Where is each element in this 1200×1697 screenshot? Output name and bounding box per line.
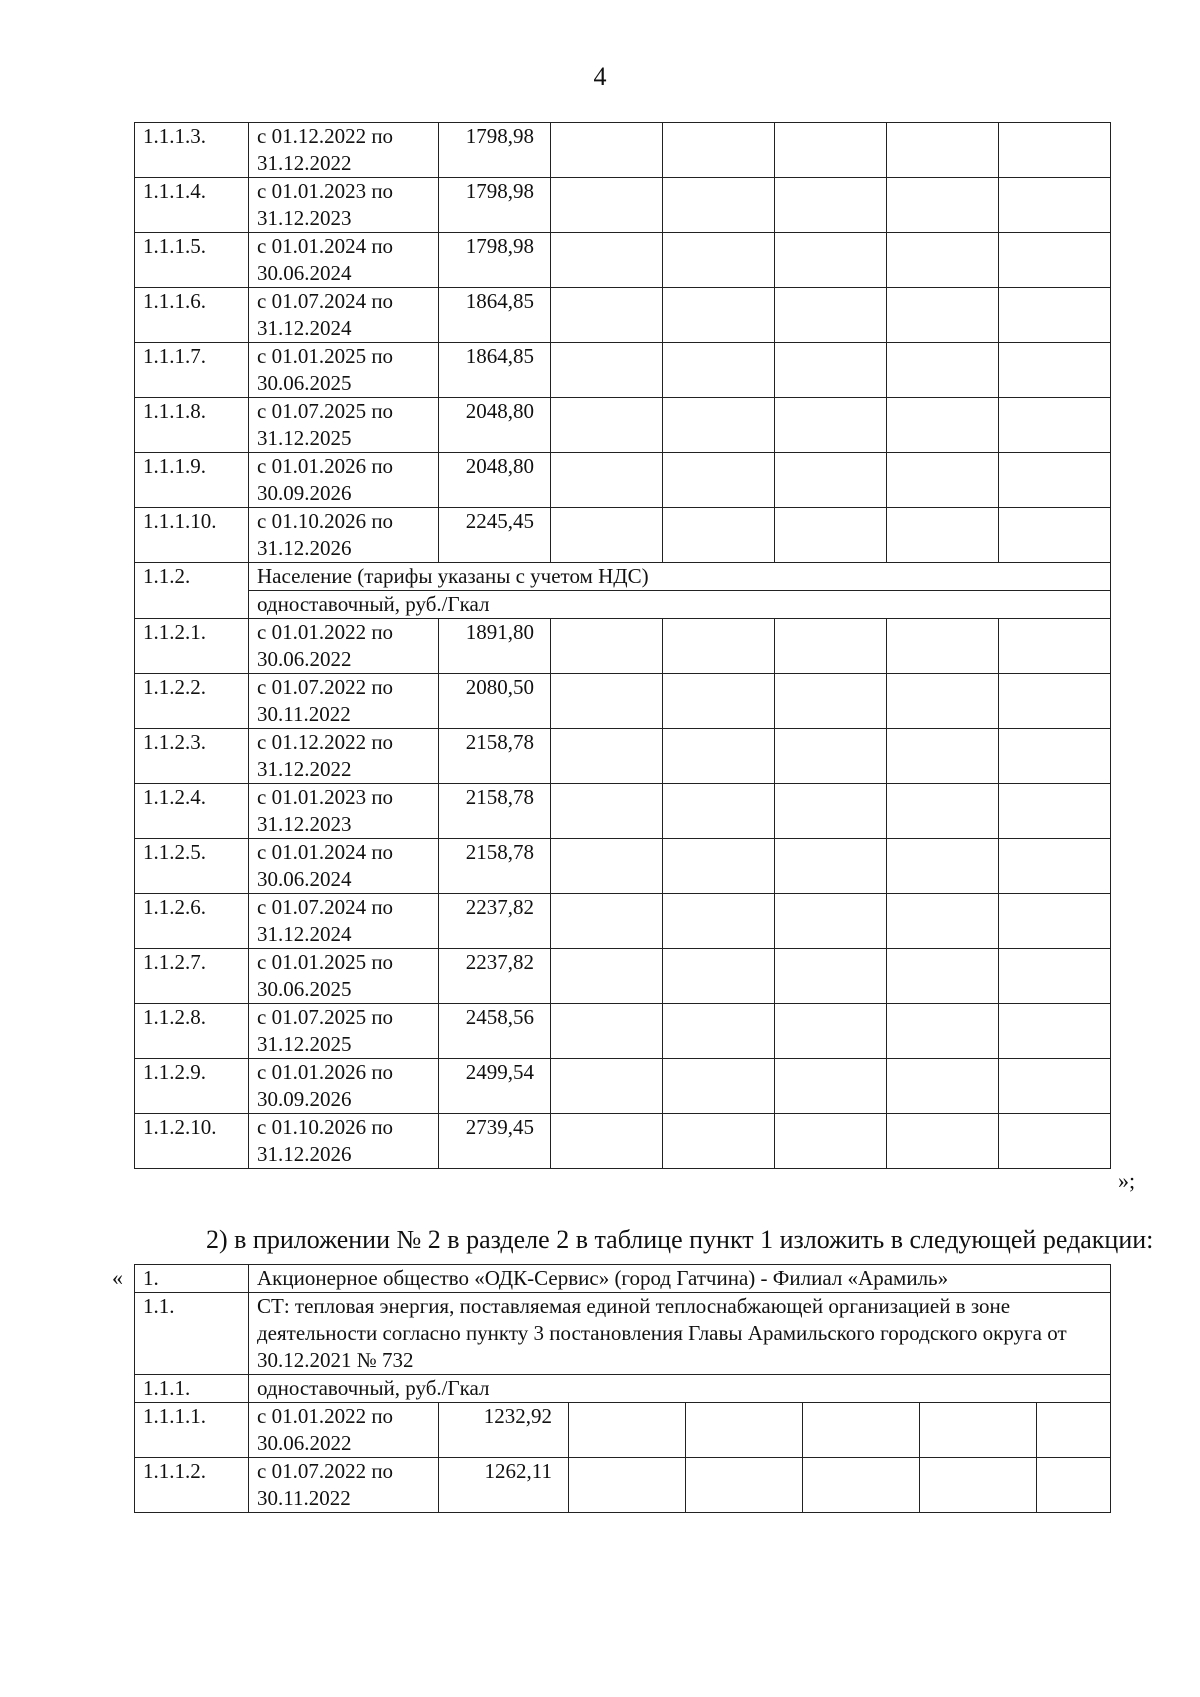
table-row bbox=[135, 674, 1111, 729]
row-tariff-value: 2080,50 bbox=[439, 674, 551, 729]
period-start: с 01.07.2024 по bbox=[257, 895, 394, 919]
empty-cell bbox=[663, 178, 775, 233]
row-tariff-value: 2245,45 bbox=[439, 508, 551, 563]
row-period bbox=[249, 1004, 439, 1059]
empty-cell bbox=[686, 1458, 803, 1513]
empty-cell bbox=[920, 1458, 1037, 1513]
empty-cell bbox=[999, 178, 1111, 233]
row-code: 1.1.2.4. bbox=[135, 784, 249, 839]
empty-cell bbox=[999, 729, 1111, 784]
empty-cell bbox=[551, 233, 663, 288]
row-period bbox=[249, 674, 439, 729]
empty-cell bbox=[887, 1004, 999, 1059]
period-start: с 01.01.2025 по bbox=[257, 950, 394, 974]
empty-cell bbox=[775, 894, 887, 949]
row-period bbox=[249, 619, 439, 674]
row-tariff-value: 2237,82 bbox=[439, 894, 551, 949]
row-tariff-value: 2048,80 bbox=[439, 398, 551, 453]
table-row bbox=[135, 453, 1111, 508]
row-code: 1.1.2.5. bbox=[135, 839, 249, 894]
table-row bbox=[135, 894, 1111, 949]
period-start: с 01.12.2022 по bbox=[257, 124, 394, 148]
empty-cell bbox=[887, 453, 999, 508]
empty-cell bbox=[999, 1004, 1111, 1059]
empty-cell bbox=[1037, 1458, 1111, 1513]
period-start: с 01.10.2026 по bbox=[257, 509, 394, 533]
service-type-row bbox=[135, 1293, 1111, 1375]
period-start: с 01.07.2025 по bbox=[257, 1005, 394, 1029]
empty-cell bbox=[775, 343, 887, 398]
empty-cell bbox=[551, 949, 663, 1004]
row-code: 1.1.1.10. bbox=[135, 508, 249, 563]
section-code: 1.1.2. bbox=[135, 563, 249, 619]
empty-cell bbox=[775, 178, 887, 233]
table-row bbox=[135, 1004, 1111, 1059]
period-start: с 01.12.2022 по bbox=[257, 730, 394, 754]
row-period bbox=[249, 508, 439, 563]
table-row bbox=[135, 619, 1111, 674]
row-period bbox=[249, 453, 439, 508]
rate-type-row bbox=[135, 1375, 1111, 1403]
empty-cell bbox=[887, 839, 999, 894]
amendment-paragraph: 2) в приложении № 2 в разделе 2 в таблице пункт 1 изложить в следующей редакции: bbox=[206, 1225, 1154, 1254]
row-code: 1.1.1.4. bbox=[135, 178, 249, 233]
empty-cell bbox=[887, 729, 999, 784]
empty-cell bbox=[569, 1458, 686, 1513]
row-tariff-value: 1891,80 bbox=[439, 619, 551, 674]
period-end: 31.12.2026 bbox=[257, 536, 352, 560]
empty-cell bbox=[551, 508, 663, 563]
empty-cell bbox=[920, 1403, 1037, 1458]
period-end: 31.12.2024 bbox=[257, 316, 352, 340]
empty-cell bbox=[775, 233, 887, 288]
row-period bbox=[249, 1403, 439, 1458]
row-code: 1.1. bbox=[135, 1293, 249, 1375]
empty-cell bbox=[551, 288, 663, 343]
empty-cell bbox=[775, 1059, 887, 1114]
table-row bbox=[135, 1059, 1111, 1114]
empty-cell bbox=[887, 178, 999, 233]
empty-cell bbox=[775, 729, 887, 784]
row-tariff-value: 1864,85 bbox=[439, 288, 551, 343]
row-tariff-value: 1798,98 bbox=[439, 233, 551, 288]
empty-cell bbox=[775, 398, 887, 453]
row-tariff-value: 2158,78 bbox=[439, 839, 551, 894]
page-number: 4 bbox=[593, 62, 607, 91]
row-code: 1.1.1.1. bbox=[135, 1403, 249, 1458]
period-end: 31.12.2025 bbox=[257, 1032, 352, 1056]
empty-cell bbox=[663, 729, 775, 784]
period-end: 31.12.2023 bbox=[257, 812, 352, 836]
closing-quote: »; bbox=[1118, 1168, 1136, 1193]
row-tariff-value: 2739,45 bbox=[439, 1114, 551, 1169]
period-end: 30.11.2022 bbox=[257, 1486, 351, 1510]
empty-cell bbox=[887, 123, 999, 178]
empty-cell bbox=[1037, 1403, 1111, 1458]
row-code: 1.1.2.9. bbox=[135, 1059, 249, 1114]
period-start: с 01.01.2024 по bbox=[257, 840, 394, 864]
table-row bbox=[135, 839, 1111, 894]
row-code: 1.1.1.7. bbox=[135, 343, 249, 398]
empty-cell bbox=[775, 619, 887, 674]
section-title: Население (тарифы указаны с учетом НДС) bbox=[249, 563, 1111, 591]
period-end: 31.12.2024 bbox=[257, 922, 352, 946]
empty-cell bbox=[999, 949, 1111, 1004]
empty-cell bbox=[775, 1004, 887, 1059]
empty-cell bbox=[887, 894, 999, 949]
period-start: с 01.01.2026 по bbox=[257, 1060, 394, 1084]
section-row-population bbox=[135, 563, 1111, 591]
empty-cell bbox=[775, 508, 887, 563]
empty-cell bbox=[663, 784, 775, 839]
empty-cell bbox=[999, 123, 1111, 178]
row-tariff-value: 1864,85 bbox=[439, 343, 551, 398]
empty-cell bbox=[663, 398, 775, 453]
empty-cell bbox=[999, 1114, 1111, 1169]
row-title: Акционерное общество «ОДК-Сервис» (город Гатчина) - Филиал «Арамиль» bbox=[249, 1265, 1111, 1293]
row-code: 1.1.1.9. bbox=[135, 453, 249, 508]
empty-cell bbox=[887, 398, 999, 453]
row-title: СТ: тепловая энергия, поставляемая единой теплоснабжающей организацией в зоне деятельности согласно пункту 3 постановления Главы Арамильского городского округа от 30.12.2021 № 732 bbox=[249, 1293, 1111, 1375]
table-row bbox=[135, 398, 1111, 453]
empty-cell bbox=[775, 1114, 887, 1169]
row-period bbox=[249, 1114, 439, 1169]
table-row bbox=[135, 288, 1111, 343]
row-period bbox=[249, 839, 439, 894]
empty-cell bbox=[999, 233, 1111, 288]
tariff-table-new bbox=[134, 1264, 1111, 1513]
empty-cell bbox=[999, 288, 1111, 343]
period-start: с 01.01.2022 по bbox=[257, 1404, 394, 1428]
period-end: 30.09.2026 bbox=[257, 481, 352, 505]
period-start: с 01.10.2026 по bbox=[257, 1115, 394, 1139]
table-row bbox=[135, 729, 1111, 784]
period-end: 31.12.2023 bbox=[257, 206, 352, 230]
row-tariff-value: 2458,56 bbox=[439, 1004, 551, 1059]
row-period bbox=[249, 784, 439, 839]
empty-cell bbox=[663, 674, 775, 729]
empty-cell bbox=[551, 178, 663, 233]
period-start: с 01.01.2026 по bbox=[257, 454, 394, 478]
row-period bbox=[249, 729, 439, 784]
empty-cell bbox=[551, 784, 663, 839]
row-code: 1.1.1.8. bbox=[135, 398, 249, 453]
empty-cell bbox=[551, 674, 663, 729]
empty-cell bbox=[551, 343, 663, 398]
period-end: 31.12.2025 bbox=[257, 426, 352, 450]
row-code: 1.1.2.2. bbox=[135, 674, 249, 729]
period-end: 30.06.2022 bbox=[257, 1431, 352, 1455]
row-tariff-value: 2048,80 bbox=[439, 453, 551, 508]
empty-cell bbox=[663, 619, 775, 674]
row-code: 1.1.1.6. bbox=[135, 288, 249, 343]
period-start: с 01.01.2025 по bbox=[257, 344, 394, 368]
empty-cell bbox=[551, 1059, 663, 1114]
section-subtitle: одноставочный, руб./Гкал bbox=[249, 591, 1111, 619]
empty-cell bbox=[551, 453, 663, 508]
empty-cell bbox=[663, 288, 775, 343]
period-end: 30.06.2024 bbox=[257, 261, 352, 285]
empty-cell bbox=[999, 343, 1111, 398]
empty-cell bbox=[999, 674, 1111, 729]
empty-cell bbox=[887, 674, 999, 729]
empty-cell bbox=[775, 123, 887, 178]
table-row bbox=[135, 1114, 1111, 1169]
row-code: 1.1.2.3. bbox=[135, 729, 249, 784]
row-tariff-value: 1262,11 bbox=[439, 1458, 569, 1513]
table-row bbox=[135, 233, 1111, 288]
row-period bbox=[249, 123, 439, 178]
empty-cell bbox=[663, 839, 775, 894]
empty-cell bbox=[999, 398, 1111, 453]
table-row bbox=[135, 178, 1111, 233]
empty-cell bbox=[663, 949, 775, 1004]
empty-cell bbox=[887, 784, 999, 839]
row-period bbox=[249, 1059, 439, 1114]
row-tariff-value: 2499,54 bbox=[439, 1059, 551, 1114]
table-row bbox=[135, 784, 1111, 839]
period-start: с 01.07.2022 по bbox=[257, 1459, 394, 1483]
row-tariff-value: 1798,98 bbox=[439, 178, 551, 233]
row-code: 1.1.1.3. bbox=[135, 123, 249, 178]
empty-cell bbox=[663, 894, 775, 949]
empty-cell bbox=[775, 453, 887, 508]
empty-cell bbox=[551, 619, 663, 674]
empty-cell bbox=[686, 1403, 803, 1458]
empty-cell bbox=[551, 894, 663, 949]
period-end: 30.11.2022 bbox=[257, 702, 351, 726]
period-end: 31.12.2022 bbox=[257, 757, 352, 781]
empty-cell bbox=[551, 1114, 663, 1169]
table-row bbox=[135, 123, 1111, 178]
organization-row bbox=[135, 1265, 1111, 1293]
empty-cell bbox=[999, 894, 1111, 949]
opening-quote: « bbox=[112, 1265, 123, 1290]
empty-cell bbox=[551, 729, 663, 784]
empty-cell bbox=[775, 784, 887, 839]
period-start: с 01.01.2024 по bbox=[257, 234, 394, 258]
empty-cell bbox=[887, 1059, 999, 1114]
row-period bbox=[249, 288, 439, 343]
empty-cell bbox=[551, 123, 663, 178]
tariff-table-continued bbox=[134, 122, 1111, 1169]
empty-cell bbox=[775, 839, 887, 894]
empty-cell bbox=[663, 453, 775, 508]
row-tariff-value: 1798,98 bbox=[439, 123, 551, 178]
row-period bbox=[249, 1458, 439, 1513]
empty-cell bbox=[999, 784, 1111, 839]
row-tariff-value: 1232,92 bbox=[439, 1403, 569, 1458]
period-start: с 01.01.2023 по bbox=[257, 785, 394, 809]
period-start: с 01.07.2024 по bbox=[257, 289, 394, 313]
empty-cell bbox=[663, 123, 775, 178]
period-end: 30.06.2024 bbox=[257, 867, 352, 891]
row-tariff-value: 2158,78 bbox=[439, 729, 551, 784]
empty-cell bbox=[663, 233, 775, 288]
table-row bbox=[135, 949, 1111, 1004]
period-end: 31.12.2026 bbox=[257, 1142, 352, 1166]
row-code: 1.1.1.2. bbox=[135, 1458, 249, 1513]
empty-cell bbox=[999, 453, 1111, 508]
empty-cell bbox=[887, 619, 999, 674]
period-start: с 01.01.2023 по bbox=[257, 179, 394, 203]
empty-cell bbox=[551, 1004, 663, 1059]
row-code: 1.1.2.8. bbox=[135, 1004, 249, 1059]
row-tariff-value: 2237,82 bbox=[439, 949, 551, 1004]
period-end: 31.12.2022 bbox=[257, 151, 352, 175]
empty-cell bbox=[663, 1114, 775, 1169]
period-start: с 01.07.2025 по bbox=[257, 399, 394, 423]
empty-cell bbox=[663, 1059, 775, 1114]
row-period bbox=[249, 398, 439, 453]
empty-cell bbox=[999, 839, 1111, 894]
empty-cell bbox=[663, 343, 775, 398]
empty-cell bbox=[999, 508, 1111, 563]
row-period bbox=[249, 343, 439, 398]
empty-cell bbox=[887, 1114, 999, 1169]
row-code: 1.1.2.1. bbox=[135, 619, 249, 674]
table-row bbox=[135, 1403, 1111, 1458]
row-code: 1.1.2.7. bbox=[135, 949, 249, 1004]
empty-cell bbox=[551, 839, 663, 894]
row-title: одноставочный, руб./Гкал bbox=[249, 1375, 1111, 1403]
empty-cell bbox=[999, 1059, 1111, 1114]
table-row bbox=[135, 508, 1111, 563]
empty-cell bbox=[551, 398, 663, 453]
row-code: 1. bbox=[135, 1265, 249, 1293]
row-code: 1.1.2.6. bbox=[135, 894, 249, 949]
period-start: с 01.07.2022 по bbox=[257, 675, 394, 699]
empty-cell bbox=[999, 619, 1111, 674]
empty-cell bbox=[803, 1458, 920, 1513]
row-period bbox=[249, 894, 439, 949]
row-period bbox=[249, 949, 439, 1004]
period-end: 30.09.2026 bbox=[257, 1087, 352, 1111]
empty-cell bbox=[803, 1403, 920, 1458]
empty-cell bbox=[663, 508, 775, 563]
period-end: 30.06.2025 bbox=[257, 371, 352, 395]
empty-cell bbox=[775, 288, 887, 343]
period-start: с 01.01.2022 по bbox=[257, 620, 394, 644]
empty-cell bbox=[775, 674, 887, 729]
row-tariff-value: 2158,78 bbox=[439, 784, 551, 839]
period-end: 30.06.2025 bbox=[257, 977, 352, 1001]
row-code: 1.1.1.5. bbox=[135, 233, 249, 288]
row-period bbox=[249, 178, 439, 233]
period-end: 30.06.2022 bbox=[257, 647, 352, 671]
empty-cell bbox=[775, 949, 887, 1004]
empty-cell bbox=[569, 1403, 686, 1458]
empty-cell bbox=[887, 233, 999, 288]
section-subtitle-row bbox=[135, 591, 1111, 619]
row-period bbox=[249, 233, 439, 288]
table-row bbox=[135, 343, 1111, 398]
empty-cell bbox=[887, 288, 999, 343]
row-code: 1.1.2.10. bbox=[135, 1114, 249, 1169]
empty-cell bbox=[887, 508, 999, 563]
empty-cell bbox=[887, 949, 999, 1004]
empty-cell bbox=[887, 343, 999, 398]
empty-cell bbox=[663, 1004, 775, 1059]
row-code: 1.1.1. bbox=[135, 1375, 249, 1403]
table-row bbox=[135, 1458, 1111, 1513]
